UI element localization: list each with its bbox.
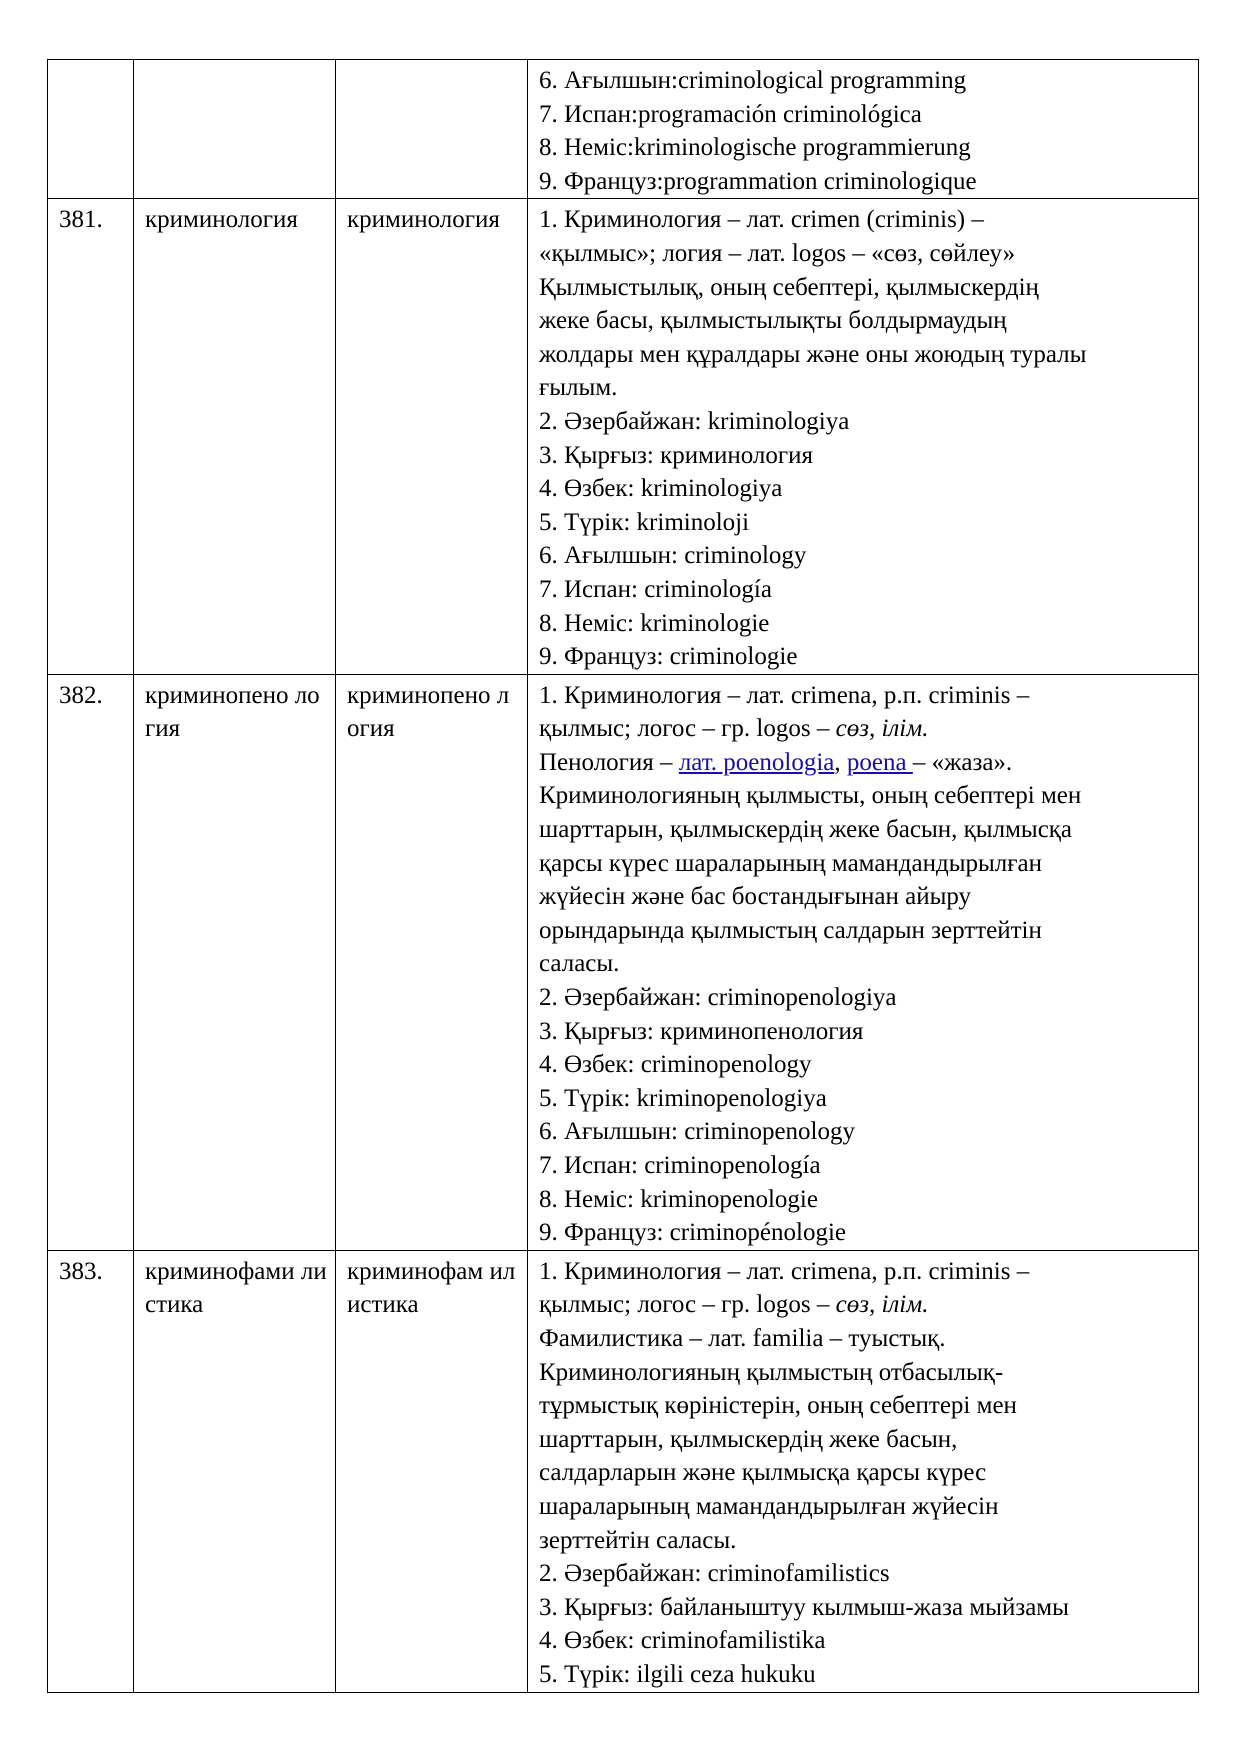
definition-line: 5. Түрік: ilgili ceza hukuku [539, 1660, 816, 1688]
definition-line: 7. Испан: criminología [539, 575, 772, 603]
definition-cell [528, 199, 1199, 674]
definition-line: салдарларын және қылмысқа қарсы күрес [539, 1459, 987, 1487]
alt-term-cell: криминопено логия [336, 674, 528, 1250]
alt-term-cell: криминофам илистика [336, 1250, 528, 1692]
definition-line: 6. Ағылшын: criminology [539, 542, 807, 570]
definition-line: 4. Өзбек: criminopenology [539, 1051, 812, 1079]
definition-line: 3. Қырғыз: криминология [539, 441, 813, 469]
definition-line: қылмыс; логос – гр. logos – сөз, ілім. [539, 715, 929, 743]
definition-line: 6. Ағылшын:criminological programming [539, 67, 967, 94]
definition-line: 9. Француз: criminologie [539, 643, 798, 671]
definition-line: зерттейтін саласы. [539, 1526, 737, 1554]
poenologia-link[interactable]: лат. poenologia [678, 748, 835, 776]
definition-line: жүйесін және бас бостандығынан айыру [539, 883, 972, 911]
definition-line: 4. Өзбек: criminofamilistika [539, 1627, 826, 1655]
definition-line: 3. Қырғыз: криминопенология [539, 1017, 864, 1045]
definition-line: 8. Неміс: kriminologie [539, 609, 770, 637]
definition-line: 8. Неміс: kriminopenologie [539, 1185, 818, 1213]
definition-line: 3. Қырғыз: байланыштуу кылмыш-жаза мыйзамы [539, 1593, 1069, 1621]
term-cell [134, 60, 336, 199]
dictionary-table [47, 59, 1199, 1693]
definition-line: шарттарын, қылмыскердің жеке басын, қылмысқа [539, 816, 1073, 844]
definition-line: қылмыс; логос – гр. logos – сөз, ілім. [539, 1291, 929, 1319]
definition-line: шараларының мамандандырылған жүйесін [539, 1492, 999, 1520]
definition-line: 8. Неміс:kriminologische programmierung [539, 134, 971, 162]
definition-line: Қылмыстылық, оның себептері, қылмыскердің [539, 273, 1039, 301]
definition-line: 2. Әзербайжан: criminopenologiya [539, 984, 897, 1012]
table-row [48, 674, 1199, 1250]
definition-cell [528, 60, 1199, 199]
definition-line: Криминологияның қылмысты, оның себептері мен [539, 782, 1082, 810]
definition-line: қарсы күрес шараларының мамандандырылған [539, 849, 1043, 877]
poena-link[interactable]: poena [846, 748, 913, 776]
entry-number-cell: 383. [48, 1250, 134, 1692]
entry-number-cell: 381. [48, 199, 134, 674]
definition-line: 6. Ағылшын: criminopenology [539, 1118, 856, 1146]
definition-line: тұрмыстық көріністерін, оның себептері мен [539, 1392, 1017, 1420]
definition-line: 9. Француз: criminopénologie [539, 1219, 847, 1247]
entry-number-cell: 382. [48, 674, 134, 1250]
definition-cell [528, 1250, 1199, 1692]
definition-line: ғылым. [539, 374, 618, 402]
definition-cell [528, 674, 1199, 1250]
alt-term-cell: криминология [336, 199, 528, 674]
definition-line: Криминологияның қылмыстың отбасылық- [539, 1358, 1004, 1386]
definition-line: 1. Криминология – лат. crimena, р.п. criminis – [539, 681, 1030, 709]
definition-line: 2. Әзербайжан: kriminologiya [539, 407, 850, 435]
definition-line: Фамилистика – лат. familia – туыстық. [539, 1324, 946, 1352]
definition-line: 1. Криминология – лат. crimena, р.п. criminis – [539, 1257, 1030, 1285]
definition-line: 5. Түрік: kriminoloji [539, 508, 750, 536]
definition-line: «қылмыс»; логия – лат. logos – «сөз, сөйлеу» [539, 239, 1016, 267]
table-row [48, 199, 1199, 674]
definition-line: орындарында қылмыстың салдарын зерттейтін [539, 916, 1042, 944]
definition-line: 7. Испан: criminopenología [539, 1152, 821, 1179]
alt-term-cell [336, 60, 528, 199]
definition-line: 2. Әзербайжан: criminofamilistics [539, 1560, 890, 1588]
table-row [48, 1250, 1199, 1692]
definition-line: 9. Француз:programmation criminologique [539, 167, 977, 195]
definition-line: 7. Испан:programación criminológica [539, 100, 922, 128]
definition-line: жеке басы, қылмыстылықты болдырмаудың [539, 307, 1007, 335]
definition-line: Пенология – лат. poenologia, poena – «жаза». [539, 748, 1013, 776]
definition-line: жолдары мен құралдары және оны жоюдың туралы [539, 340, 1087, 368]
term-cell: криминофами листика [134, 1250, 336, 1692]
term-cell: криминопено логия [134, 674, 336, 1250]
term-cell: криминология [134, 199, 336, 674]
definition-line: саласы. [539, 950, 620, 978]
table-row [48, 60, 1199, 199]
definition-line: 4. Өзбек: kriminologiya [539, 475, 783, 503]
definition-line: 5. Түрік: kriminopenologiya [539, 1084, 827, 1112]
definition-line: шарттарын, қылмыскердің жеке басын, [539, 1425, 958, 1453]
entry-number-cell [48, 60, 134, 199]
definition-line: 1. Криминология – лат. crimen (criminis) – [539, 206, 984, 234]
